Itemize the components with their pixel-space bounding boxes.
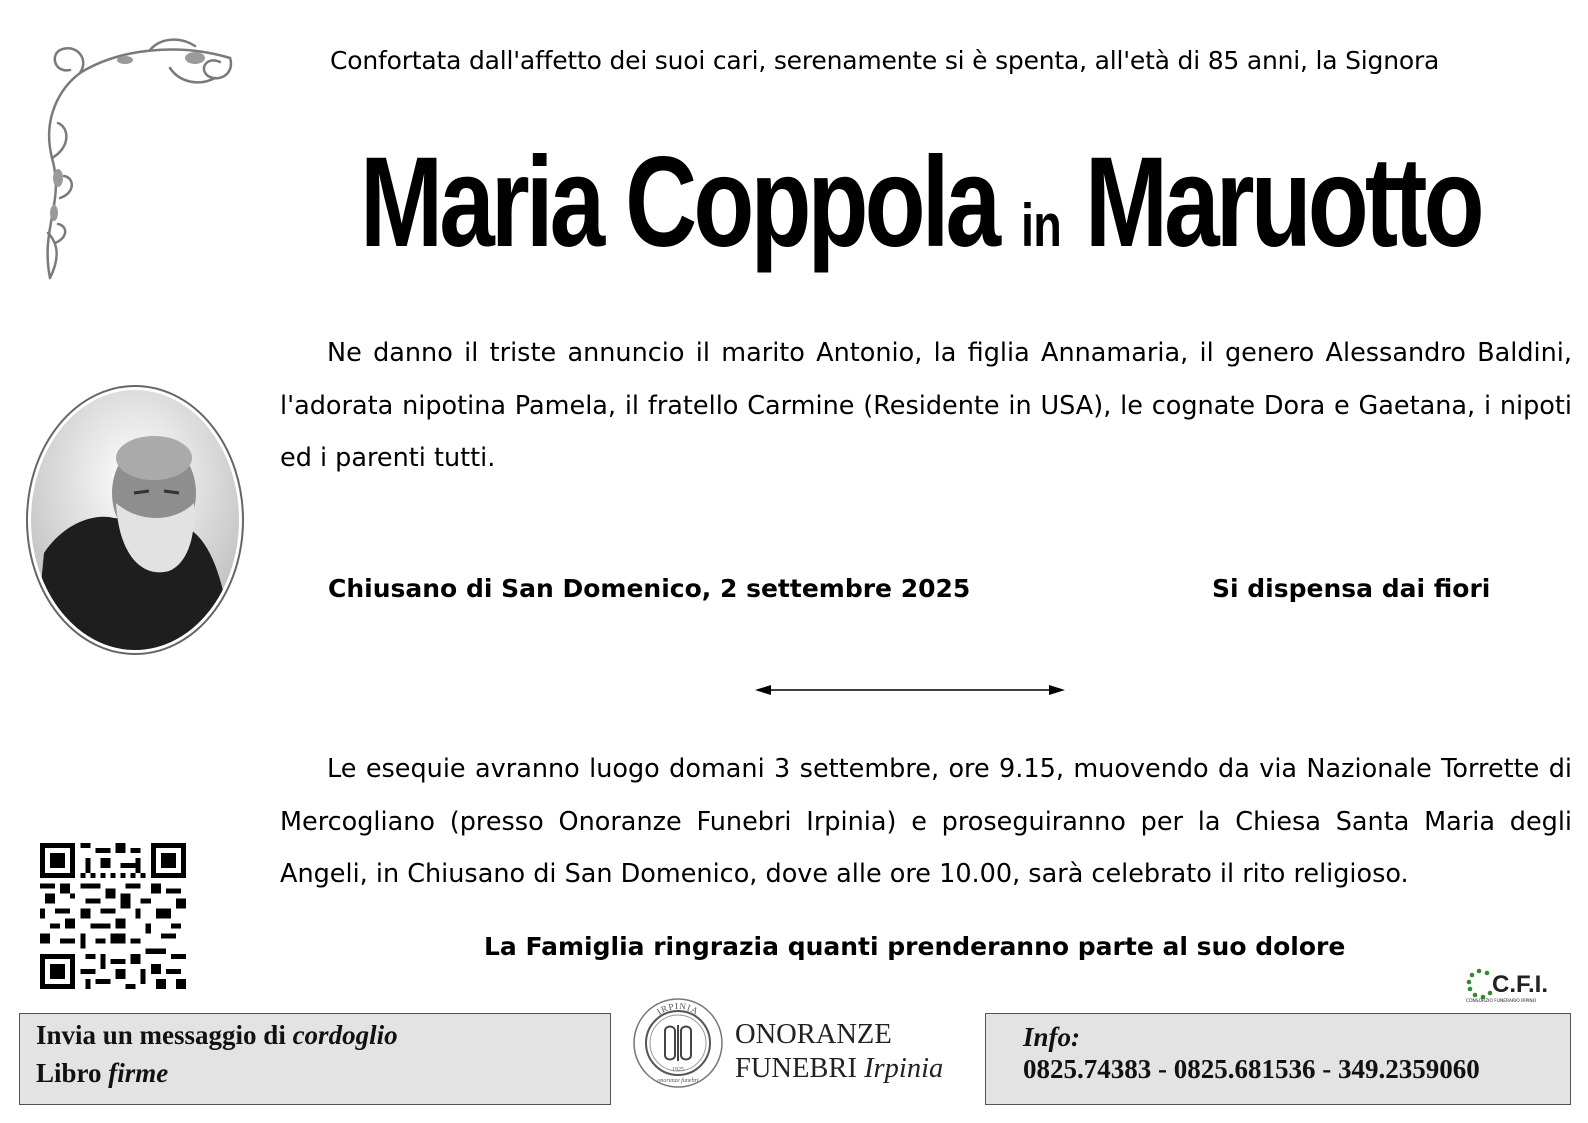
- guestbook-word: firme: [108, 1058, 169, 1088]
- no-flowers-note: Si dispensa dai fiori: [1212, 574, 1491, 603]
- double-arrow-icon: [755, 682, 1065, 698]
- funeral-paragraph: Le esequie avranno luogo domani 3 settembre, ore 9.15, muovendo da via Nazionale Torrette di Mercogliano (presso Onoranze Funebri Irpinia) e proseguiranno per la Chiesa Santa Maria degli Angeli, in Chiusano di San Domenico, dove alle ore 10.00, sarà celebrato il rito religioso.: [280, 754, 1572, 889]
- deceased-in: in: [1021, 192, 1062, 259]
- corner-flourish-icon: [30, 28, 245, 288]
- funeral-home-line2-b: Irpinia: [864, 1053, 944, 1084]
- portrait-photo: [24, 383, 246, 657]
- family-thanks: La Famiglia ringrazia quanti prenderanno parte al suo dolore: [484, 932, 1346, 961]
- intro-text: Confortata dall'affetto dei suoi cari, serenamente si è spenta, all'età di 85 anni, la Signora: [330, 46, 1440, 75]
- guestbook-text: Libro: [36, 1058, 109, 1088]
- deceased-first-name: Maria Coppola: [360, 131, 998, 274]
- cfi-logo: [1463, 966, 1563, 1004]
- condolence-link[interactable]: [36, 1020, 398, 1051]
- funeral-home-line2-a: FUNEBRI: [735, 1053, 865, 1084]
- condolence-box[interactable]: [19, 1013, 611, 1105]
- info-box: [985, 1013, 1571, 1105]
- guestbook-link[interactable]: [36, 1058, 168, 1089]
- cfi-logo-subtext: CONSORZIO FUNERARIO IRPINO: [1466, 999, 1537, 1004]
- deceased-married-name: Maruotto: [1084, 131, 1481, 274]
- svg-text:IRPINIA: [655, 1001, 701, 1017]
- seal-year-text: 1925: [672, 1067, 684, 1073]
- condolence-text: Invia un messaggio di: [36, 1020, 293, 1050]
- funeral-home-name: [735, 1018, 943, 1086]
- place-date: Chiusano di San Domenico, 2 settembre 2025: [328, 574, 971, 603]
- qr-code-icon[interactable]: [40, 843, 186, 989]
- info-phone-numbers[interactable]: 0825.74383 - 0825.681536 - 349.2359060: [1023, 1054, 1480, 1084]
- seal-bottom-text: onoranze funebri: [657, 1078, 699, 1084]
- cfi-logo-text: C.F.I.: [1492, 971, 1549, 998]
- seal-top-text: IRPINIA: [654, 1000, 701, 1017]
- deceased-name: [360, 118, 1481, 311]
- announcement-paragraph: Ne danno il triste annuncio il marito Antonio, la figlia Annamaria, il genero Alessandro Baldini, l'adorata nipotina Pamela, il fratello Carmine (Residente in USA), le cognate Dora e Gaetana, i nipoti ed i parenti tutti.: [280, 338, 1572, 473]
- funeral-home-seal-icon: [628, 991, 728, 1091]
- funeral-home-line1: ONORANZE: [735, 1019, 892, 1050]
- funeral-home-line2: [735, 1052, 943, 1086]
- info-label: Info:: [1023, 1022, 1081, 1052]
- condolence-word: cordoglio: [292, 1020, 398, 1050]
